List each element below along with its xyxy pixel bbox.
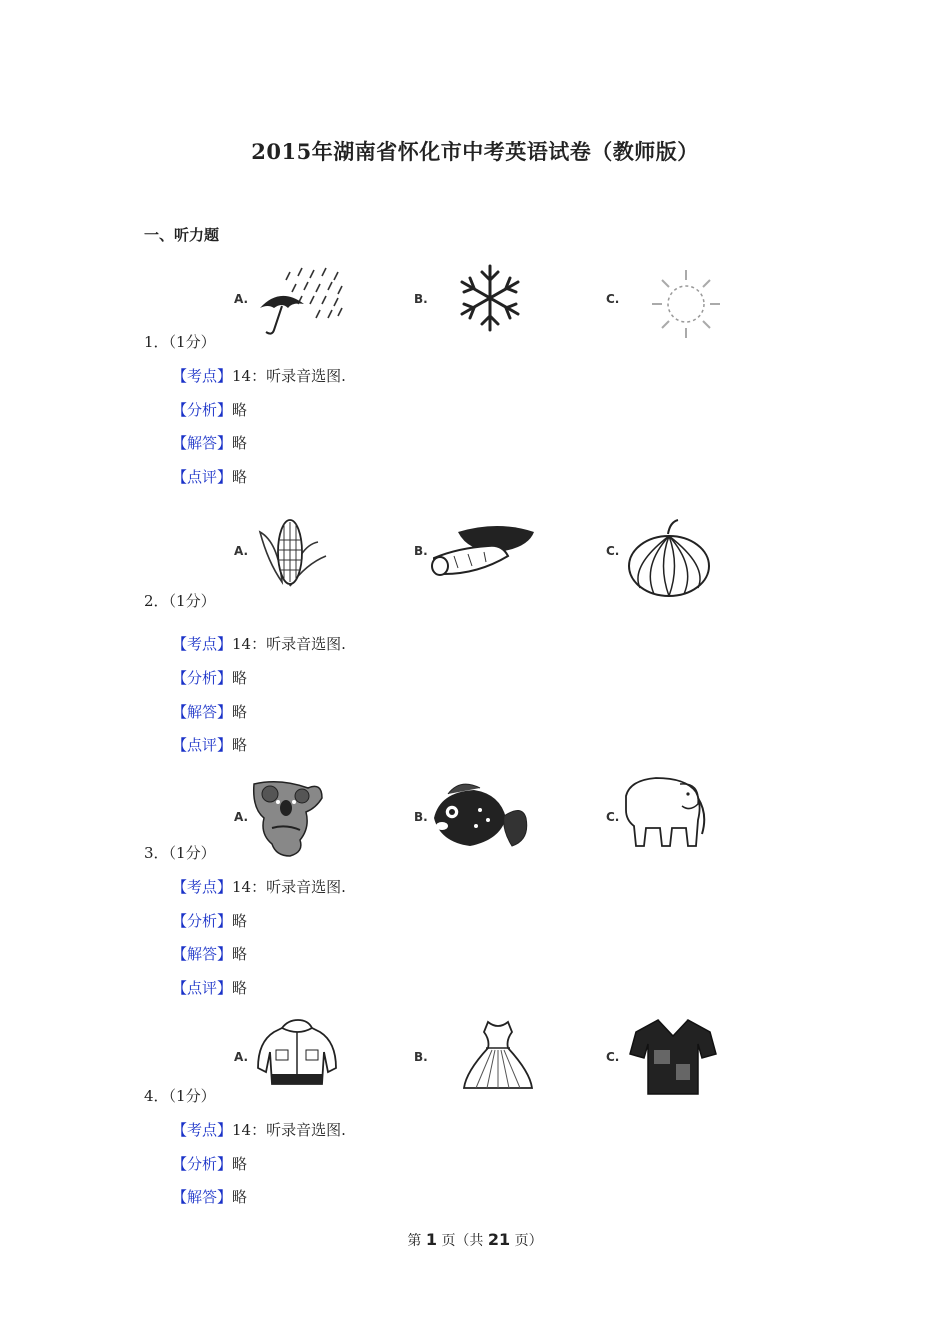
footer-suffix: 页） [514, 1233, 543, 1249]
dianping-row [172, 977, 247, 998]
q3-option-b: B. [414, 774, 544, 864]
dress-icon [460, 1018, 536, 1092]
question-number: 3．（1分） [144, 844, 216, 862]
jacket-icon [252, 1018, 342, 1094]
question-number: 1．（1分） [144, 333, 216, 351]
kaodian-text: 14：听录音选图. [232, 635, 346, 653]
dianping-text: 略 [232, 468, 248, 486]
jieda-row [172, 1186, 247, 1207]
fenxi-row [172, 1153, 247, 1174]
kaodian-text: 14：听录音选图. [232, 878, 346, 896]
kaodian-row [172, 633, 346, 654]
rain-umbrella-icon [252, 264, 347, 339]
q2-option-a: A. [234, 512, 364, 602]
q1-option-a: A. [234, 262, 364, 352]
dianping-tag: 【点评】 [172, 736, 233, 754]
kaodian-tag: 【考点】 [172, 878, 233, 896]
dianping-tag: 【点评】 [172, 979, 233, 997]
q2-option-b: B. [414, 512, 544, 602]
fenxi-tag: 【分析】 [172, 912, 233, 930]
fenxi-row [172, 399, 247, 420]
kaodian-tag: 【考点】 [172, 1121, 233, 1139]
jieda-row [172, 943, 247, 964]
kaodian-row [172, 1119, 346, 1140]
elephant-icon [616, 774, 706, 850]
snowflake-icon [454, 262, 526, 334]
jieda-tag: 【解答】 [172, 1188, 233, 1206]
kaodian-text: 14：听录音选图. [232, 1121, 346, 1139]
jieda-tag: 【解答】 [172, 703, 233, 721]
q2-option-c: C. [606, 512, 736, 602]
dianping-text: 略 [232, 979, 248, 997]
footer-prefix: 第 [407, 1233, 422, 1249]
section-heading: 一、听力题 [144, 226, 220, 244]
footer-page-number: 1 [425, 1230, 437, 1249]
kaodian-text: 14：听录音选图. [232, 367, 346, 385]
q4-option-c: C. [606, 1014, 736, 1104]
sun-icon [648, 266, 724, 342]
fish-icon [430, 780, 530, 854]
fenxi-tag: 【分析】 [172, 1155, 233, 1173]
kaodian-tag: 【考点】 [172, 635, 233, 653]
fenxi-text: 略 [232, 1155, 248, 1173]
dianping-text: 略 [232, 736, 248, 754]
jieda-tag: 【解答】 [172, 945, 233, 963]
dianping-tag: 【点评】 [172, 468, 233, 486]
jieda-text: 略 [232, 434, 248, 452]
jieda-row [172, 701, 247, 722]
fenxi-text: 略 [232, 401, 248, 419]
fenxi-row [172, 910, 247, 931]
pumpkin-icon [624, 518, 714, 600]
q3-option-c: C. [606, 774, 736, 864]
q4-option-a: A. [234, 1014, 364, 1104]
kaodian-row [172, 876, 346, 897]
jieda-text: 略 [232, 1188, 248, 1206]
footer-total-pages: 21 [487, 1230, 511, 1249]
carrot-icon [428, 518, 534, 588]
fenxi-tag: 【分析】 [172, 669, 233, 687]
fenxi-tag: 【分析】 [172, 401, 233, 419]
jieda-text: 略 [232, 703, 248, 721]
jieda-tag: 【解答】 [172, 434, 233, 452]
jieda-text: 略 [232, 945, 248, 963]
shirt-icon [628, 1014, 718, 1098]
question-number: 2．（1分） [144, 592, 216, 610]
jieda-row [172, 432, 247, 453]
page-title: 2015年湖南省怀化市中考英语试卷（教师版） [251, 139, 699, 164]
koala-icon [250, 778, 326, 858]
footer-middle: 页（共 [441, 1233, 484, 1249]
dianping-row [172, 734, 247, 755]
q3-option-a: A. [234, 774, 364, 864]
fenxi-text: 略 [232, 669, 248, 687]
dianping-row [172, 466, 247, 487]
q1-option-c: C. [606, 262, 736, 352]
corn-icon [248, 512, 332, 594]
fenxi-text: 略 [232, 912, 248, 930]
page-footer [0, 1230, 950, 1250]
kaodian-tag: 【考点】 [172, 367, 233, 385]
q1-option-b: B. [414, 262, 544, 352]
fenxi-row [172, 667, 247, 688]
question-number: 4．（1分） [144, 1087, 216, 1105]
q4-option-b: B. [414, 1014, 544, 1104]
kaodian-row [172, 365, 346, 386]
